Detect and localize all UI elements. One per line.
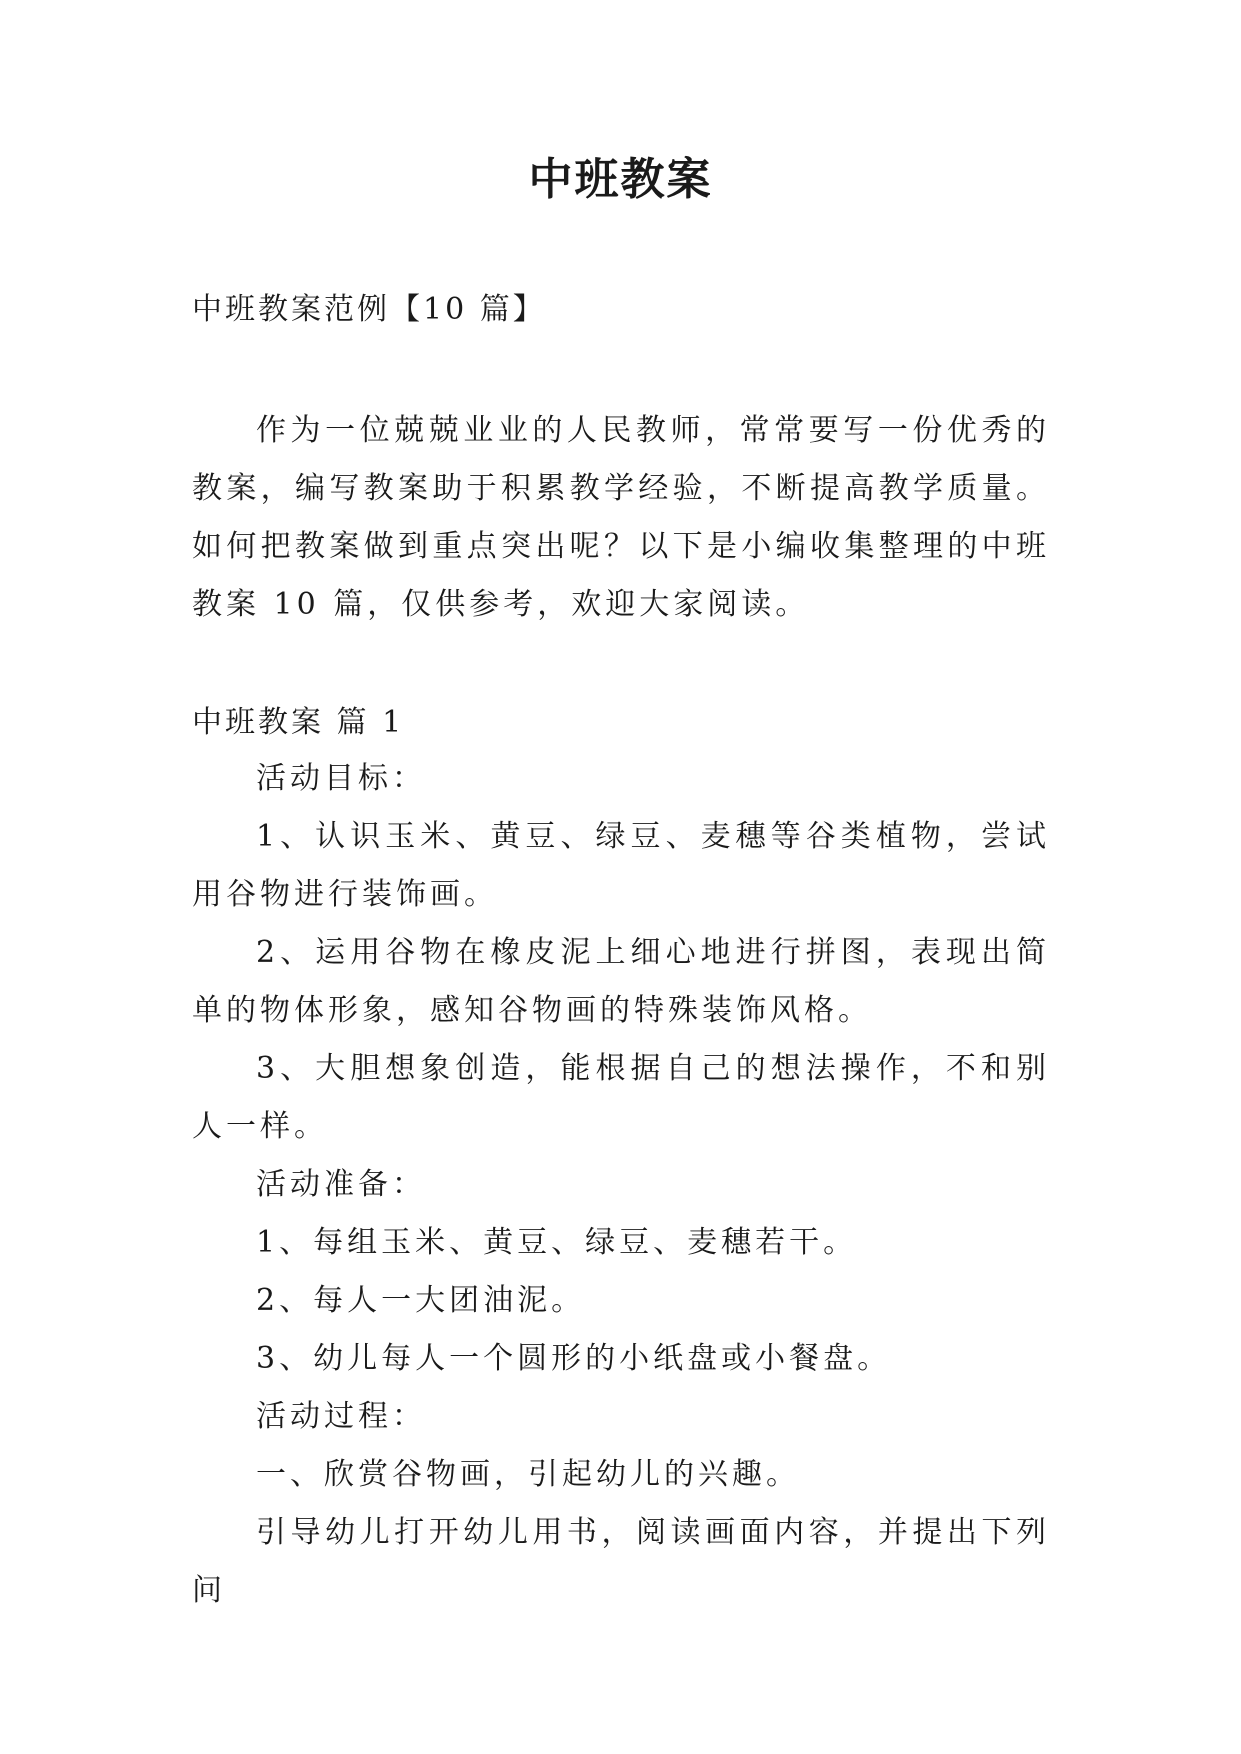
document-subtitle: 中班教案范例【10 篇】 [192, 292, 546, 327]
goal-item: 1、认识玉米、黄豆、绿豆、麦穗等谷类植物，尝试用谷物进行装饰画。 [192, 819, 1050, 912]
process-step: 一、欣赏谷物画，引起幼儿的兴趣。 [256, 1457, 800, 1492]
section-heading: 中班教案 篇 1 [192, 705, 405, 740]
document-title: 中班教案 [528, 154, 713, 205]
preparation-item: 3、幼儿每人一个圆形的小纸盘或小餐盘。 [256, 1341, 892, 1376]
activity-goals-heading: 活动目标： [256, 761, 426, 796]
preparation-item: 1、每组玉米、黄豆、绿豆、麦穗若干。 [256, 1225, 858, 1260]
goal-item: 3、大胆想象创造，能根据自己的想法操作，不和别人一样。 [192, 1051, 1050, 1144]
process-text: 引导幼儿打开幼儿用书，阅读画面内容，并提出下列问 [192, 1515, 1050, 1608]
activity-preparation-heading: 活动准备： [256, 1167, 426, 1202]
intro-paragraph: 作为一位兢兢业业的人民教师，常常要写一份优秀的教案，编写教案助于积累教学经验，不断提高教学质量。如何把教案做到重点突出呢？以下是小编收集整理的中班教案 10 篇，仅供参考，欢迎大家阅读。 [192, 413, 1050, 622]
activity-process-heading: 活动过程： [256, 1399, 426, 1434]
section-body [192, 750, 1050, 1620]
goal-item: 2、运用谷物在橡皮泥上细心地进行拼图，表现出简单的物体形象，感知谷物画的特殊装饰风格。 [192, 935, 1050, 1028]
preparation-item: 2、每人一大团油泥。 [256, 1283, 586, 1318]
